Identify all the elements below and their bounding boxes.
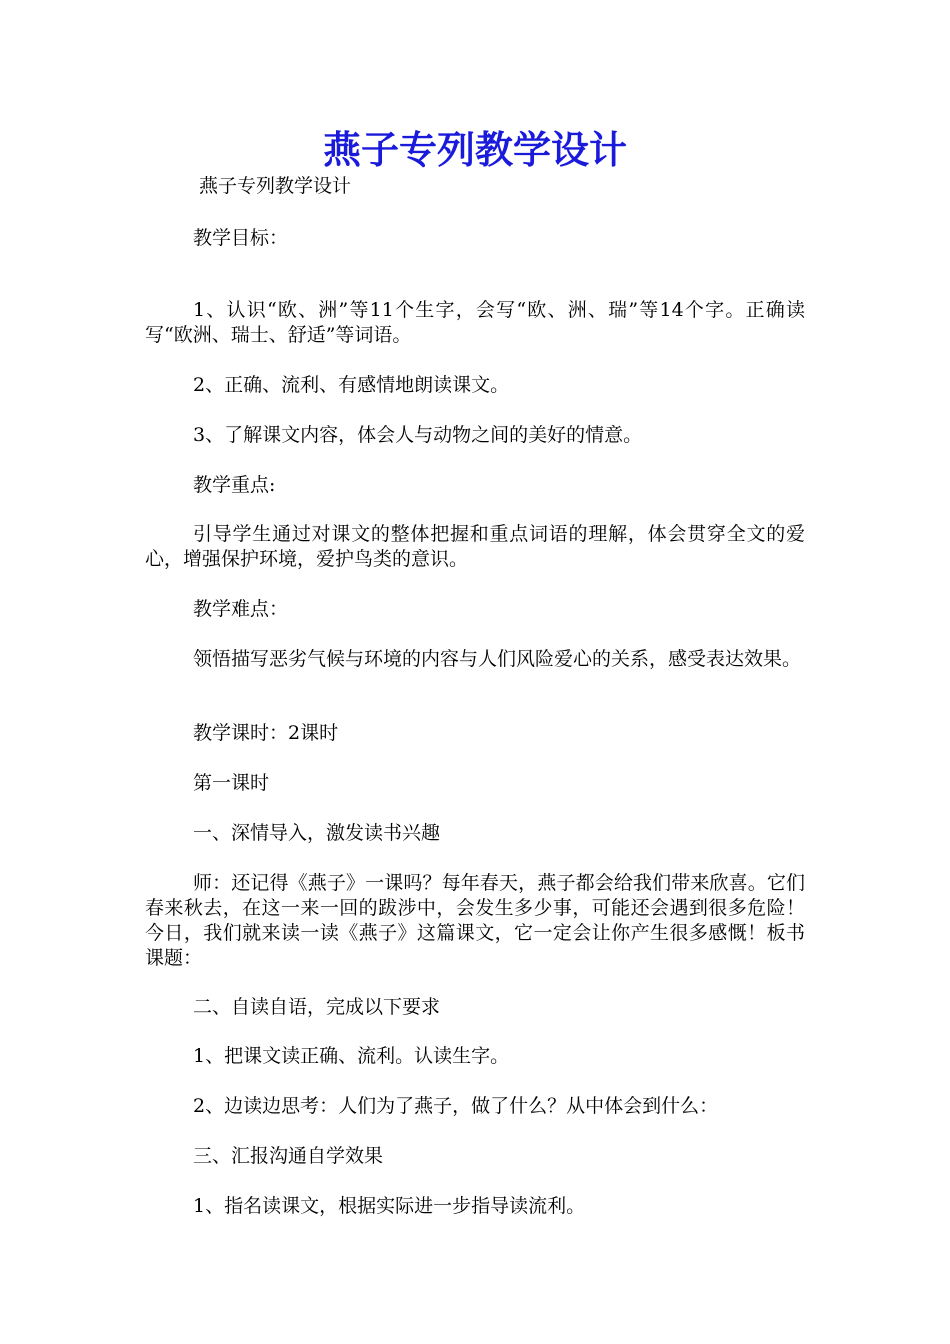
paragraph-report-1: 1、指名读课文，根据实际进一步指导读流利。 <box>193 1195 586 1217</box>
paragraph-section-3: 三、汇报沟通自学效果 <box>193 1145 384 1167</box>
paragraph-difficulties: 领悟描写恶劣气候与环境的内容与人们风险爱心的关系，感受表达效果。 <box>193 648 802 670</box>
paragraph-teaching-goals-heading: 教学目标： <box>193 227 289 249</box>
paragraph-difficulties-heading: 教学难点： <box>193 598 289 620</box>
paragraph-section-2: 二、自读自语，完成以下要求 <box>193 996 441 1018</box>
paragraph-section-1: 一、深情导入，激发读书兴趣 <box>193 822 441 844</box>
paragraph-goal-3: 3、了解课文内容，体会人与动物之间的美好的情意。 <box>193 424 643 446</box>
paragraph-task-1: 1、把课文读正确、流利。认读生字。 <box>193 1045 510 1067</box>
paragraph-task-2: 2、边读边思考：人们为了燕子，做了什么？从中体会到什么： <box>193 1095 719 1117</box>
paragraph-goal-1: 1、认识“欧、洲”等11个生字，会写“欧、洲、瑞”等14个字。正确读写“欧洲、瑞士、舒适”等词语。 <box>145 299 805 346</box>
paragraph-key-points: 引导学生通过对课文的整体把握和重点词语的理解，体会贯穿全文的爱心，增强保护环境，爱护鸟类的意识。 <box>145 523 805 570</box>
paragraph-goal-2: 2、正确、流利、有感情地朗读课文。 <box>193 374 510 396</box>
paragraph-class-hours: 教学课时：2课时 <box>193 722 339 744</box>
paragraph-first-lesson: 第一课时 <box>193 772 270 794</box>
document-subtitle: 燕子专列教学设计 <box>199 175 352 197</box>
document-title: 燕子专列教学设计 <box>322 127 627 172</box>
paragraph-key-points-heading: 教学重点: <box>193 474 276 496</box>
paragraph-teacher-intro: 师：还记得《燕子》一课吗？每年春天，燕子都会给我们带来欣喜。它们春来秋去，在这一来一回的跋涉中，会发生多少事，可能还会遇到很多危险！今日，我们就来读一读《燕子》这篇课文，它一定会让你产生很多感慨！板书课题： <box>145 872 805 969</box>
